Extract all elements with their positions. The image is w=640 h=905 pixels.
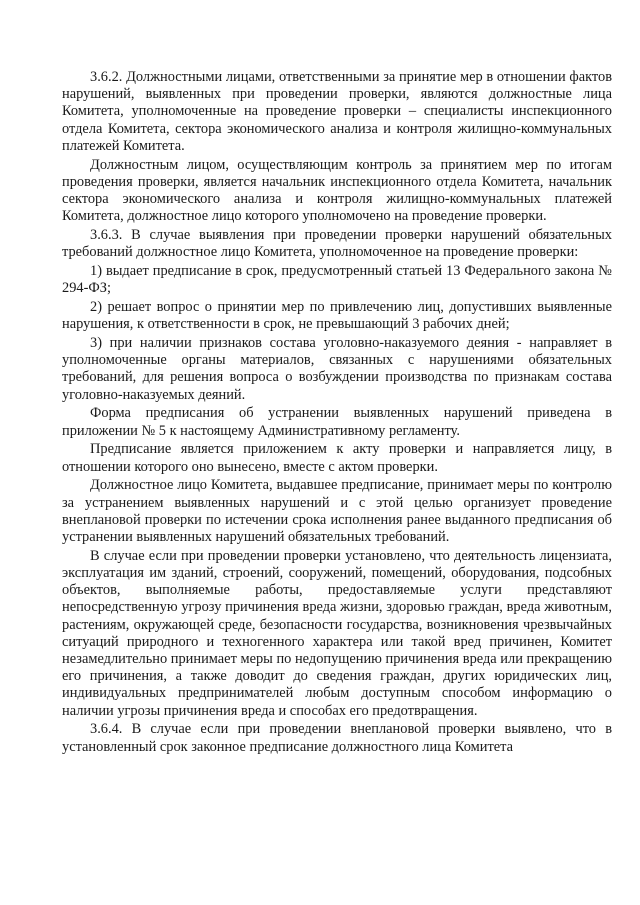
paragraph-form-prescription: Форма предписания об устранении выявленных нарушений приведена в приложении № 5 к настоящему Административному регламенту. bbox=[62, 405, 612, 439]
paragraph-threat-measures: В случае если при проведении проверки установлено, что деятельность лицензиата, эксплуатация им зданий, строений, сооружений, помещений, оборудования, подсобных объектов, выполняемые работы, предоставляемые услуги представляют непосредственную угрозу причинения вреда жизни, здоровью граждан, вреда животным, растениям, окружающей среде, безопасности государства, возникновения чрезвычайных ситуаций природного и техногенного характера или такой вред причинен, Комитет незамедлительно принимает меры по недопущению причинения вреда или прекращению его причинения, а также доводит до сведения граждан, других юридических лиц, индивидуальных предпринимателей любым доступным способом информацию о наличии угрозы причинения вреда и способах его предотвращения. bbox=[62, 547, 612, 719]
paragraph-prescription-appendix: Предписание является приложением к акту проверки и направляется лицу, в отношении которого оно вынесено, вместе с актом проверки. bbox=[62, 441, 612, 475]
paragraph-3-6-4: 3.6.4. В случае если при проведении внеплановой проверки выявлено, что в установленный срок законное предписание должностного лица Комитета bbox=[62, 721, 612, 755]
paragraph-official-control: Должностное лицо Комитета, выдавшее предписание, принимает меры по контролю за устранением выявленных нарушений и с этой целью организует проведение внеплановой проверки по истечении срока исполнения ранее выданного предписания об устранении выявленных нарушений обязательных требований. bbox=[62, 477, 612, 546]
paragraph-3-6-3: 3.6.3. В случае выявления при проведении проверки нарушений обязательных требований должностное лицо Комитета, уполномоченное на проведение проверки: bbox=[62, 227, 612, 261]
list-item-2: 2) решает вопрос о принятии мер по привлечению лиц, допустивших выявленные нарушения, к ответственности в срок, не превышающий 3 рабочих дней; bbox=[62, 299, 612, 333]
document-body bbox=[62, 69, 612, 757]
paragraph-3-6-2: 3.6.2. Должностными лицами, ответственными за принятие мер в отношении фактов нарушений, выявленных при проведении проверки, являются должностные лица Комитета, уполномоченные на проведение проверки – специалисты инспекционного отдела Комитета, сектора экономического анализа и контроля жилищно-коммунальных платежей Комитета. bbox=[62, 69, 612, 154]
list-item-1: 1) выдает предписание в срок, предусмотренный статьей 13 Федерального закона № 294-ФЗ; bbox=[62, 263, 612, 297]
list-item-3: 3) при наличии признаков состава уголовно-наказуемого деяния - направляет в уполномоченные органы материалов, связанных с нарушениями обязательных требований, для решения вопроса о возбуждении производства по признакам состава уголовно-наказуемых деяний. bbox=[62, 335, 612, 403]
paragraph-control-official: Должностным лицом, осуществляющим контроль за принятием мер по итогам проведения проверки, является начальник инспекционного отдела Комитета, начальник сектора экономического анализа и контроля жилищно-коммунальных платежей Комитета, должностное лицо которого уполномочено на проведение проверки. bbox=[62, 156, 612, 225]
